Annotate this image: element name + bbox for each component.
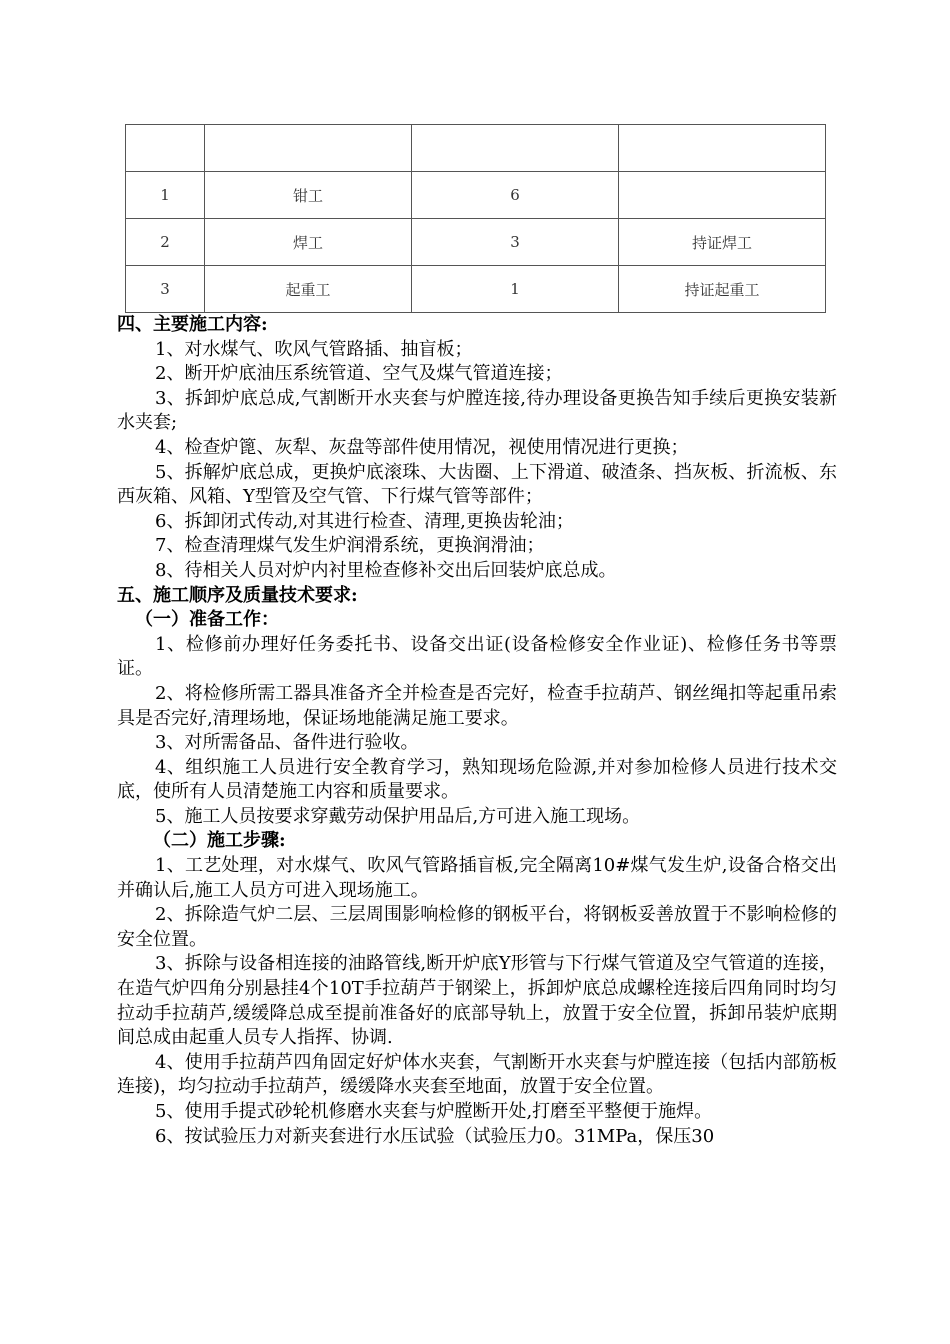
paragraph: 5、拆解炉底总成，更换炉底滚珠、大齿圈、上下滑道、破渣条、挡灰板、折流板、东西灰箱、风箱、Y型管及空气管、下行煤气管等部件； [117,461,837,508]
table-cell [619,125,826,172]
paragraph: 3、拆除与设备相连接的油路管线,断开炉底Y形管与下行煤气管道及空气管道的连接，在造气炉四角分别悬挂4个10T手拉葫芦于钢梁上，拆卸炉底总成螺栓连接后四角同时均匀拉动手拉葫芦,缓缓降总成至提前准备好的底部导轨上，放置于安全位置，拆卸吊装炉底期间总成由起重人员专人指挥、协调. [117,953,837,1049]
table-cell: 钳工 [205,172,412,219]
table-cell: 3 [126,266,205,313]
table-cell [126,125,205,172]
document-body [117,313,837,1149]
paragraph: 5、施工人员按要求穿戴劳动保护用品后,方可进入施工现场。 [155,805,641,827]
paragraph: 6、按试验压力对新夹套进行水压试验（试验压力0。31MPa，保压30 [155,1125,715,1147]
table-cell: 2 [126,219,205,266]
subsection-heading: （二）施工步骤: [153,830,286,852]
table-row [126,266,826,313]
subsection-heading: （一）准备工作： [135,609,279,631]
paragraph: 3、对所需备品、备件进行验收。 [155,732,419,754]
table-cell: 1 [126,172,205,219]
table-cell: 3 [412,219,619,266]
staff-table [125,124,826,313]
paragraph: 1、检修前办理好任务委托书、设备交出证(设备检修安全作业证)、检修任务书等票证。 [117,633,837,680]
paragraph: 8、待相关人员对炉内衬里检查修补交出后回装炉底总成。 [155,559,617,581]
paragraph: 2、拆除造气炉二层、三层周围影响检修的钢板平台，将钢板妥善放置于不影响检修的安全位置。 [117,904,837,950]
table-cell: 持证起重工 [619,266,826,313]
paragraph: 4、检查炉篦、灰犁、灰盘等部件使用情况，视使用情况进行更换； [155,436,689,458]
table-cell: 焊工 [205,219,412,266]
table-cell: 1 [412,266,619,313]
table-cell: 持证焊工 [619,219,826,266]
paragraph: 1、工艺处理，对水煤气、吹风气管路插盲板,完全隔离10#煤气发生炉,设备合格交出并确认后,施工人员方可进入现场施工。 [117,855,837,901]
table-row [126,125,826,172]
table-cell [205,125,412,172]
table-cell: 6 [412,172,619,219]
section-heading: 四、主要施工内容: [117,314,268,335]
paragraph: 1、对水煤气、吹风气管路插、抽盲板； [155,338,473,360]
table-cell: 起重工 [205,266,412,313]
paragraph: 5、使用手提式砂轮机修磨水夹套与炉膛断开处,打磨至平整便于施焊。 [155,1101,713,1122]
paragraph: 4、组织施工人员进行安全教育学习，熟知现场危险源,并对参加检修人员进行技术交底，使所有人员清楚施工内容和质量要求。 [117,756,837,803]
table-cell [619,172,826,219]
table-cell [412,125,619,172]
table-row [126,172,826,219]
paragraph: 3、拆卸炉底总成,气割断开水夹套与炉膛连接,待办理设备更换告知手续后更换安装新水夹套; [117,387,837,434]
table-row [126,219,826,266]
paragraph: 2、将检修所需工器具准备齐全并检查是否完好，检查手拉葫芦、钢丝绳扣等起重吊索具是否完好,清理场地，保证场地能满足施工要求。 [117,682,837,729]
paragraph: 6、拆卸闭式传动,对其进行检查、清理,更换齿轮油； [155,510,574,532]
section-heading: 五、施工顺序及质量技术要求: [117,584,358,606]
paragraph: 2、断开炉底油压系统管道、空气及煤气管道连接； [155,363,563,385]
paragraph: 7、检查清理煤气发生炉润滑系统，更换润滑油； [155,535,545,557]
paragraph: 4、使用手拉葫芦四角固定好炉体水夹套，气割断开水夹套与炉膛连接（包括内部筋板连接)，均匀拉动手拉葫芦，缓缓降水夹套至地面，放置于安全位置。 [117,1051,837,1098]
